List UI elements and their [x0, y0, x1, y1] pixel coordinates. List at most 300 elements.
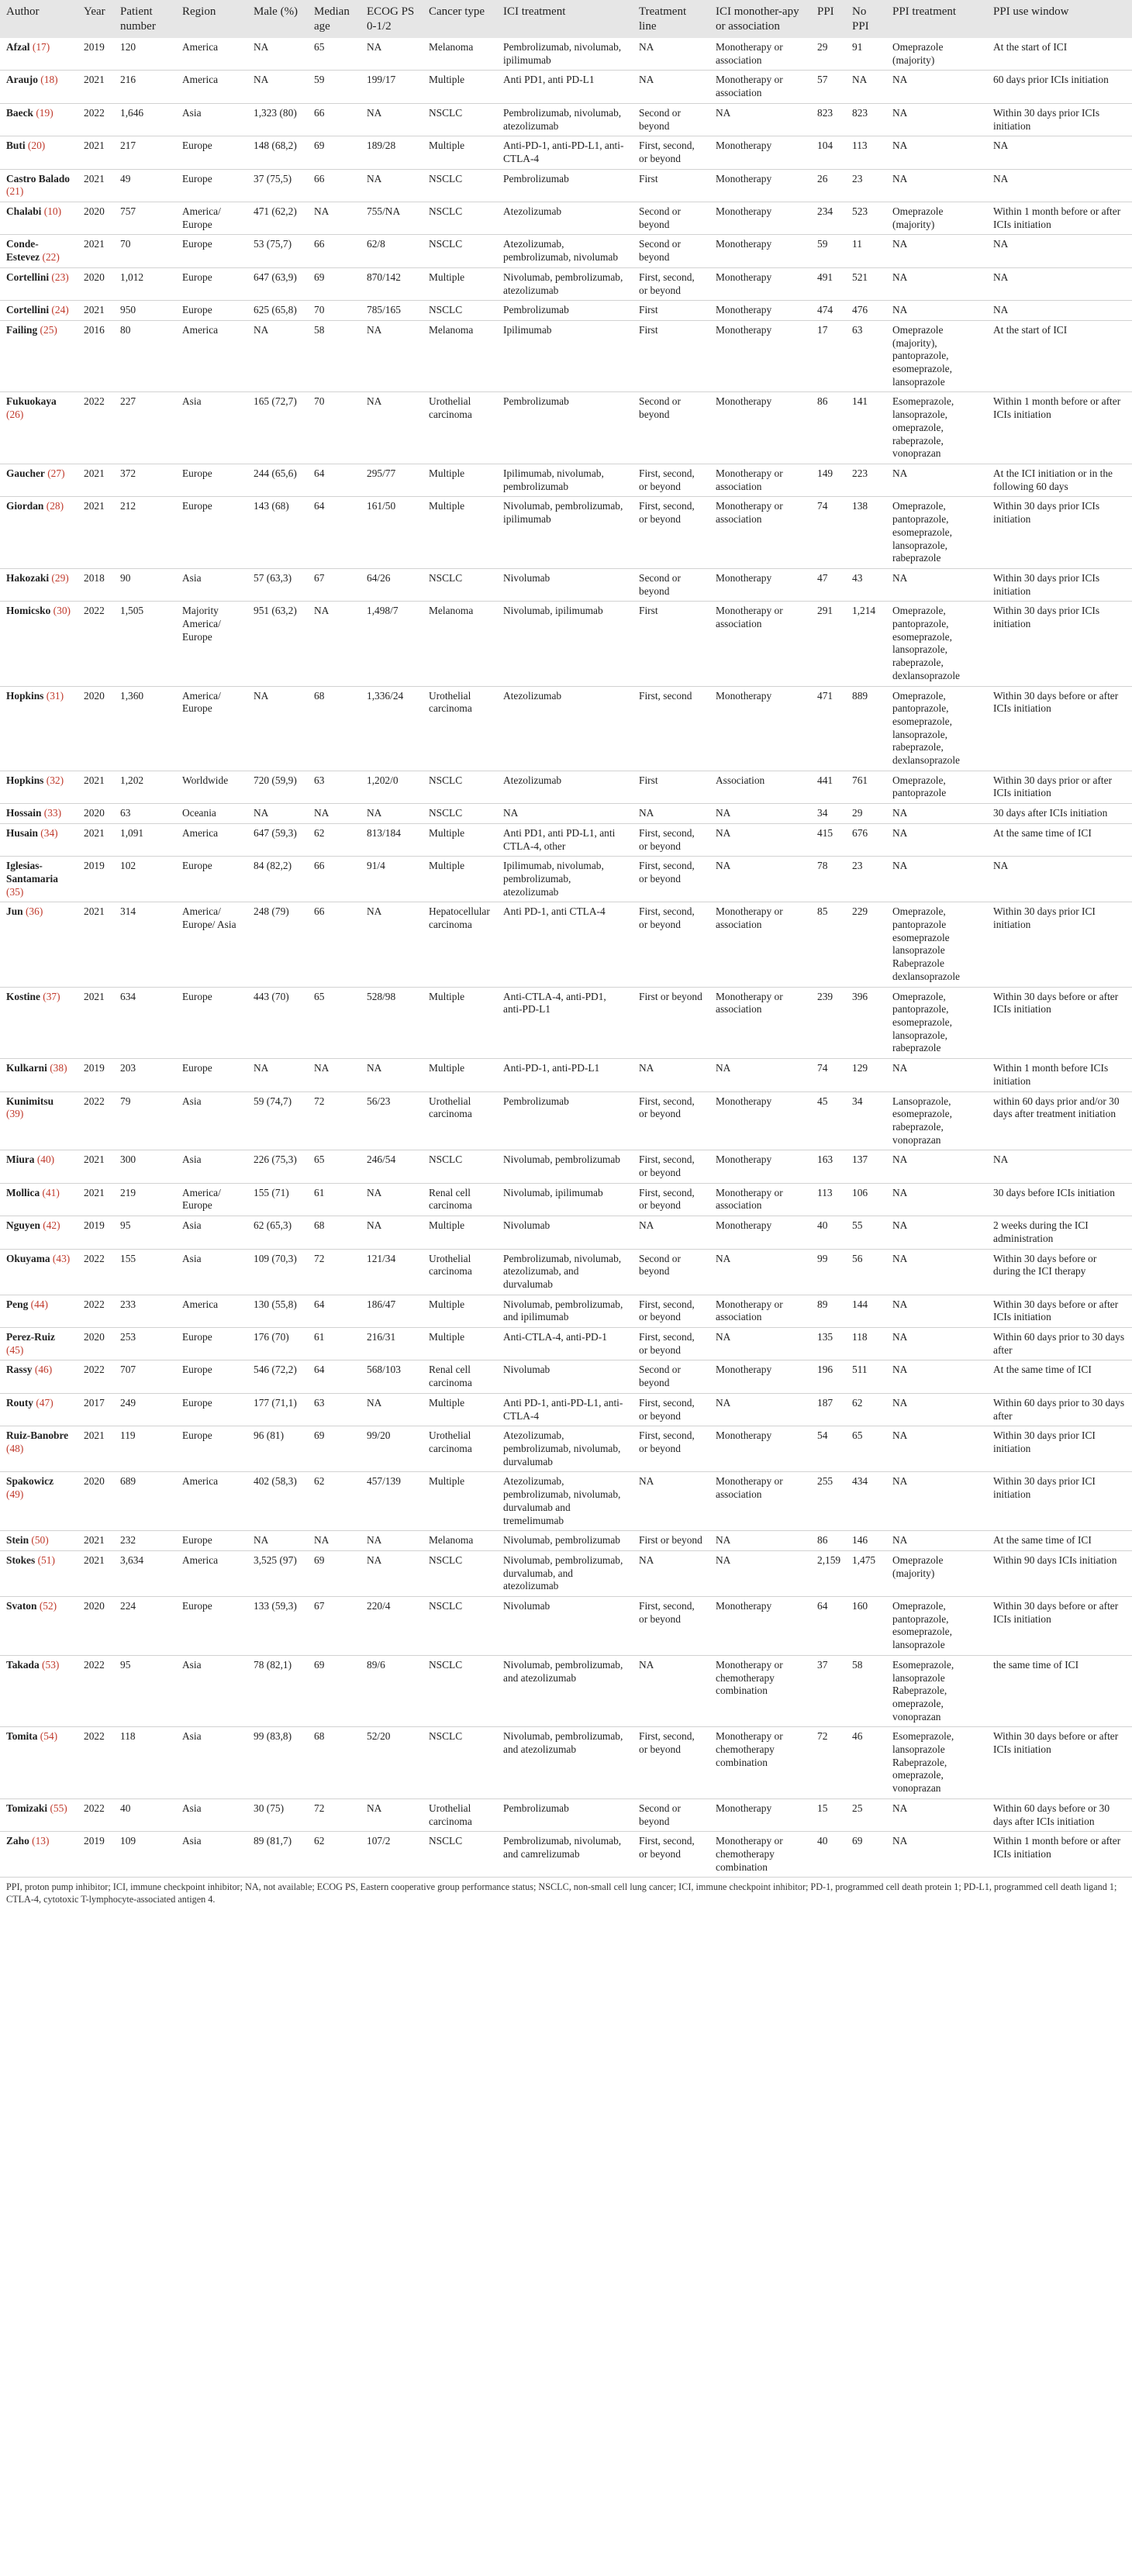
cell-author: Iglesias-Santamaria (35): [6, 860, 58, 898]
reference-link[interactable]: 31: [50, 689, 60, 702]
cell-year: 2019: [84, 860, 105, 872]
cell-patient-number: 216: [120, 74, 136, 86]
cell-cancer-type: Urothelial carcinoma: [429, 1252, 472, 1278]
cell-patient-number: 707: [120, 1364, 136, 1376]
cell-median-age: 66: [314, 172, 325, 184]
cell-ecog-ps: 56/23: [367, 1095, 391, 1107]
cell-patient-number: 950: [120, 304, 136, 316]
cell-male-percent: NA: [254, 1534, 269, 1547]
cell-ici-treatment: Ipilimumab: [503, 323, 552, 336]
cell-male-percent: 59 (74,7): [254, 1095, 292, 1107]
author-name: Afzal: [6, 41, 30, 53]
cell-ppi: 86: [817, 395, 828, 408]
cell-ppi-treatment: NA: [892, 1429, 908, 1442]
cell-ppi-use-window: Within 30 days prior ICI initiation: [993, 905, 1096, 931]
reference-link[interactable]: 33: [47, 807, 58, 819]
cell-ecog-ps: 295/77: [367, 467, 396, 479]
cell-ecog-ps: 870/142: [367, 271, 401, 283]
cell-author: Araujo (18): [6, 74, 58, 86]
reference-link[interactable]: 36: [29, 905, 40, 918]
cell-ici-monotherapy: Monotherapy: [716, 1364, 772, 1376]
cell-ici-monotherapy: Monotherapy or association: [716, 990, 783, 1016]
cell-ppi: 45: [817, 1095, 828, 1107]
cell-year: 2019: [84, 41, 105, 53]
cell-ici-treatment: Pembrolizumab: [503, 172, 569, 184]
cell-ici-treatment: Nivolumab, pembrolizumab, durvalumab, and atezolizumab: [503, 1554, 623, 1592]
cell-median-age: 62: [314, 1475, 325, 1488]
cell-male-percent: NA: [254, 689, 269, 702]
cell-treatment-line: First, second, or beyond: [639, 1095, 695, 1120]
cell-ecog-ps: NA: [367, 1554, 382, 1566]
cell-region: America/ Europe/ Asia: [182, 905, 236, 931]
cell-ppi-treatment: Esomeprazole, lansoprazole Rabeprazole, omeprazole, vonoprazan: [892, 1658, 954, 1723]
reference-link[interactable]: 17: [36, 41, 47, 53]
cell-no-ppi: 106: [852, 1186, 868, 1198]
cell-ppi-use-window: 2 weeks during the ICI administration: [993, 1219, 1089, 1244]
author-name: Hopkins: [6, 774, 44, 786]
cell-ici-monotherapy: Monotherapy: [716, 1429, 772, 1442]
cell-region: America: [182, 1554, 219, 1566]
author-name: Peng: [6, 1298, 29, 1310]
cell-cancer-type: NSCLC: [429, 172, 463, 184]
reference-link[interactable]: 47: [39, 1396, 50, 1409]
cell-patient-number: 118: [120, 1730, 136, 1743]
reference-link[interactable]: 23: [54, 271, 66, 283]
cell-cancer-type: NSCLC: [429, 238, 463, 250]
cell-ppi: 491: [817, 271, 833, 283]
author-name: Buti: [6, 140, 26, 152]
cell-no-ppi: 137: [852, 1154, 868, 1166]
cell-patient-number: 372: [120, 467, 136, 479]
cell-region: America: [182, 826, 219, 839]
cell-no-ppi: 511: [852, 1364, 868, 1376]
cell-region: Europe: [182, 1600, 212, 1612]
cell-no-ppi: 63: [852, 323, 863, 336]
cell-ici-treatment: Anti-CTLA-4, anti-PD-1: [503, 1331, 607, 1343]
cell-cancer-type: NSCLC: [429, 571, 463, 584]
cell-no-ppi: 91: [852, 41, 863, 53]
cell-author: Stein (50): [6, 1534, 49, 1547]
table-row: [0, 235, 1132, 267]
cell-ppi-treatment: NA: [892, 1298, 908, 1310]
cell-ppi-treatment: NA: [892, 1534, 908, 1547]
cell-ecog-ps: NA: [367, 1534, 382, 1547]
cell-cancer-type: Multiple: [429, 140, 465, 152]
cell-ici-monotherapy: NA: [716, 807, 731, 819]
table-row: [0, 902, 1132, 987]
cell-ppi-use-window: Within 60 days prior to 30 days after: [993, 1396, 1125, 1422]
reference-link[interactable]: 48: [9, 1442, 20, 1454]
reference-link[interactable]: 49: [9, 1488, 20, 1501]
cell-ppi-treatment: NA: [892, 304, 908, 316]
cell-male-percent: 130 (55,8): [254, 1298, 297, 1310]
cell-ici-monotherapy: Monotherapy: [716, 1095, 772, 1107]
cell-patient-number: 217: [120, 140, 136, 152]
reference-link[interactable]: 46: [38, 1364, 49, 1376]
cell-ppi-treatment: NA: [892, 271, 908, 283]
cell-ppi: 15: [817, 1802, 828, 1814]
cell-ici-treatment: Nivolumab: [503, 571, 550, 584]
table-row: [0, 320, 1132, 392]
cell-male-percent: 244 (65,6): [254, 467, 297, 479]
cell-region: Europe: [182, 140, 212, 152]
cell-ecog-ps: NA: [367, 1062, 382, 1074]
cell-author: Kostine (37): [6, 990, 60, 1002]
cell-male-percent: 720 (59,9): [254, 774, 297, 786]
cell-region: Europe: [182, 500, 212, 512]
reference-link[interactable]: 27: [50, 467, 62, 479]
cell-ecog-ps: 62/8: [367, 238, 385, 250]
cell-no-ppi: 1,214: [852, 605, 876, 617]
reference-link[interactable]: 38: [53, 1062, 64, 1074]
cell-ppi-treatment: NA: [892, 1252, 908, 1264]
reference-link[interactable]: 55: [53, 1802, 64, 1814]
cell-male-percent: 402 (58,3): [254, 1475, 297, 1488]
cell-ici-treatment: Nivolumab, ipilimumab: [503, 605, 603, 617]
reference-link[interactable]: 39: [9, 1108, 20, 1120]
cell-ici-monotherapy: NA: [716, 1252, 731, 1264]
cell-treatment-line: First: [639, 605, 658, 617]
cell-cancer-type: Multiple: [429, 1219, 465, 1232]
cell-ici-monotherapy: Monotherapy: [716, 1154, 772, 1166]
table-row: [0, 103, 1132, 136]
cell-year: 2021: [84, 1154, 105, 1166]
cell-median-age: 68: [314, 1730, 325, 1743]
author-name: Stokes: [6, 1554, 36, 1566]
cell-author: Hopkins (31): [6, 689, 64, 702]
cell-ecog-ps: 246/54: [367, 1154, 396, 1166]
cell-no-ppi: 118: [852, 1331, 868, 1343]
cell-median-age: 64: [314, 500, 325, 512]
author-name: Rassy: [6, 1364, 33, 1376]
reference-link[interactable]: 43: [56, 1252, 67, 1264]
author-name: Jun: [6, 905, 23, 918]
cell-ppi-use-window: NA: [993, 304, 1009, 316]
cell-ppi-treatment: Omeprazole, pantoprazole, esomeprazole, lansoprazole, rabeprazole: [892, 500, 952, 564]
reference-link[interactable]: 20: [31, 140, 42, 152]
cell-cancer-type: Urothelial carcinoma: [429, 1802, 472, 1827]
cell-patient-number: 109: [120, 1835, 136, 1847]
cell-ppi-treatment: NA: [892, 1396, 908, 1409]
cell-region: Asia: [182, 395, 202, 408]
cell-cancer-type: Multiple: [429, 500, 465, 512]
cell-ppi-use-window: Within 1 month before or after ICIs initiation: [993, 395, 1121, 421]
cell-author: Baeck (19): [6, 106, 53, 119]
cell-no-ppi: 434: [852, 1475, 868, 1488]
cell-patient-number: 249: [120, 1396, 136, 1409]
cell-male-percent: 248 (79): [254, 905, 289, 918]
cell-ecog-ps: 186/47: [367, 1298, 396, 1310]
cell-no-ppi: 138: [852, 500, 868, 512]
table-row: [0, 1832, 1132, 1878]
cell-no-ppi: 523: [852, 205, 868, 218]
cell-ppi: 86: [817, 1534, 828, 1547]
reference-link[interactable]: 35: [9, 885, 20, 898]
cell-ppi: 89: [817, 1298, 828, 1310]
cell-treatment-line: Second or beyond: [639, 205, 681, 230]
cell-year: 2021: [84, 774, 105, 786]
cell-region: Europe: [182, 860, 212, 872]
cell-median-age: 66: [314, 106, 325, 119]
author-name: Kulkarni: [6, 1062, 47, 1074]
reference-link[interactable]: 30: [57, 605, 67, 617]
reference-link[interactable]: 13: [35, 1835, 46, 1847]
reference-link[interactable]: 50: [34, 1534, 46, 1547]
cell-patient-number: 120: [120, 41, 136, 53]
reference-link[interactable]: 42: [46, 1219, 57, 1232]
reference-link[interactable]: 51: [41, 1554, 52, 1566]
column-header-median-age: Median age: [314, 5, 350, 33]
reference-link[interactable]: 25: [43, 323, 54, 336]
reference-link[interactable]: 24: [54, 304, 66, 316]
cell-ppi: 78: [817, 860, 828, 872]
reference-link[interactable]: 53: [45, 1658, 56, 1671]
cell-male-percent: 148 (68,2): [254, 140, 297, 152]
cell-ppi: 471: [817, 689, 833, 702]
cell-author: Routy (47): [6, 1396, 53, 1409]
reference-link[interactable]: 41: [45, 1186, 57, 1198]
cell-patient-number: 757: [120, 205, 136, 218]
cell-ici-monotherapy: NA: [716, 106, 731, 119]
cell-region: Majority America/ Europe: [182, 605, 221, 643]
cell-treatment-line: First, second, or beyond: [639, 1331, 695, 1356]
reference-link[interactable]: 21: [9, 185, 20, 198]
reference-link[interactable]: 19: [39, 106, 50, 119]
cell-author: Ruiz-Banobre (48): [6, 1429, 69, 1454]
cell-region: Europe: [182, 1062, 212, 1074]
cell-ppi-use-window: Within 30 days before or after ICIs initiation: [993, 1730, 1119, 1756]
cell-author: Chalabi (10): [6, 205, 62, 218]
cell-male-percent: 165 (72,7): [254, 395, 297, 408]
cell-ici-monotherapy: Monotherapy: [716, 571, 772, 584]
cell-ppi-use-window: Within 30 days prior ICIs initiation: [993, 571, 1100, 597]
cell-no-ppi: 34: [852, 1095, 863, 1107]
cell-region: Asia: [182, 1095, 202, 1107]
table-row: [0, 1091, 1132, 1150]
cell-ppi-use-window: Within 30 days before or after ICIs initiation: [993, 689, 1119, 715]
author-name: Araujo: [6, 74, 38, 86]
cell-cancer-type: Melanoma: [429, 323, 474, 336]
reference-link[interactable]: 28: [50, 500, 60, 512]
cell-median-age: 58: [314, 323, 325, 336]
cell-treatment-line: NA: [639, 41, 654, 53]
cell-treatment-line: Second or beyond: [639, 571, 681, 597]
table-row: [0, 1426, 1132, 1472]
reference-link[interactable]: 54: [43, 1730, 54, 1743]
cell-median-age: 65: [314, 1154, 325, 1166]
reference-link[interactable]: 45: [9, 1343, 20, 1356]
cell-ppi-use-window: At the start of ICI: [993, 323, 1068, 336]
cell-author: Cortellini (24): [6, 304, 69, 316]
reference-link[interactable]: 37: [46, 990, 57, 1002]
cell-male-percent: 176 (70): [254, 1331, 289, 1343]
cell-ici-treatment: Nivolumab: [503, 1219, 550, 1232]
cell-male-percent: 96 (81): [254, 1429, 285, 1442]
reference-link[interactable]: 10: [47, 205, 58, 218]
cell-ppi: 163: [817, 1154, 833, 1166]
cell-ppi-treatment: Omeprazole, pantoprazole, esomeprazole, lansoprazole, rabeprazole, dexlansoprazole: [892, 605, 960, 681]
table-row: [0, 392, 1132, 464]
author-name: Takada: [6, 1658, 40, 1671]
cell-male-percent: 133 (59,3): [254, 1600, 297, 1612]
cell-median-age: 64: [314, 1364, 325, 1376]
cell-male-percent: 99 (83,8): [254, 1730, 292, 1743]
cell-no-ppi: 62: [852, 1396, 863, 1409]
cell-patient-number: 227: [120, 395, 136, 408]
reference-link[interactable]: 34: [43, 826, 55, 839]
cell-year: 2020: [84, 807, 105, 819]
cell-ppi-treatment: NA: [892, 1062, 908, 1074]
cell-year: 2020: [84, 205, 105, 218]
cell-ppi-treatment: NA: [892, 74, 908, 86]
reference-link[interactable]: 40: [40, 1154, 51, 1166]
cell-cancer-type: Multiple: [429, 990, 465, 1002]
author-name: Tomita: [6, 1730, 38, 1743]
cell-region: Europe: [182, 304, 212, 316]
cell-ici-monotherapy: Monotherapy or association: [716, 41, 783, 66]
cell-author: Hopkins (32): [6, 774, 64, 786]
cell-male-percent: 177 (71,1): [254, 1396, 297, 1409]
cell-ici-monotherapy: Monotherapy or association: [716, 905, 783, 931]
table-row: [0, 1798, 1132, 1831]
cell-no-ppi: NA: [852, 74, 868, 86]
reference-link[interactable]: 52: [43, 1600, 53, 1612]
cell-median-age: 66: [314, 238, 325, 250]
cell-ppi-use-window: Within 1 month before ICIs initiation: [993, 1062, 1109, 1087]
cell-author: Miura (40): [6, 1154, 55, 1166]
cell-male-percent: 53 (75,7): [254, 238, 292, 250]
cell-treatment-line: First, second, or beyond: [639, 860, 695, 885]
cell-patient-number: 90: [120, 571, 131, 584]
cell-treatment-line: First, second, or beyond: [639, 467, 695, 492]
cell-treatment-line: First, second: [639, 689, 692, 702]
reference-link[interactable]: 22: [45, 251, 57, 264]
cell-median-age: 61: [314, 1331, 325, 1343]
cell-male-percent: 62 (65,3): [254, 1219, 292, 1232]
cell-ecog-ps: 1,498/7: [367, 605, 399, 617]
reference-link[interactable]: 18: [43, 74, 55, 86]
cell-ppi-treatment: Omeprazole, pantoprazole, esomeprazole, lansoprazole: [892, 1600, 952, 1651]
cell-region: Europe: [182, 1331, 212, 1343]
cell-median-age: NA: [314, 807, 330, 819]
cell-ppi-treatment: Omeprazole (majority): [892, 41, 944, 66]
author-name: Giordan: [6, 500, 44, 512]
cell-ppi: 74: [817, 1062, 828, 1074]
table-row: [0, 464, 1132, 496]
cell-no-ppi: 23: [852, 860, 863, 872]
cell-year: 2021: [84, 140, 105, 152]
cell-male-percent: 109 (70,3): [254, 1252, 297, 1264]
cell-ecog-ps: NA: [367, 1186, 382, 1198]
cell-year: 2021: [84, 1554, 105, 1566]
author-name: Chalabi: [6, 205, 42, 218]
reference-link[interactable]: 44: [34, 1298, 45, 1310]
author-name: Routy: [6, 1396, 33, 1409]
cell-ppi: 34: [817, 807, 828, 819]
cell-ecog-ps: 89/6: [367, 1658, 385, 1671]
cell-year: 2020: [84, 1331, 105, 1343]
cell-ici-treatment: Pembrolizumab: [503, 395, 569, 408]
cell-year: 2022: [84, 106, 105, 119]
cell-ppi: 239: [817, 990, 833, 1002]
cell-ppi: 29: [817, 41, 828, 53]
cell-treatment-line: First, second, or beyond: [639, 500, 695, 526]
reference-link[interactable]: 32: [50, 774, 60, 786]
cell-no-ppi: 29: [852, 807, 863, 819]
cell-ecog-ps: NA: [367, 905, 382, 918]
cell-author: Rassy (46): [6, 1364, 53, 1376]
cell-male-percent: 1,323 (80): [254, 106, 297, 119]
cell-ici-monotherapy: Monotherapy or chemotherapy combination: [716, 1658, 783, 1697]
cell-ici-treatment: Nivolumab, pembrolizumab, ipilimumab: [503, 500, 623, 526]
cell-ici-monotherapy: NA: [716, 826, 731, 839]
cell-treatment-line: First, second, or beyond: [639, 1154, 695, 1179]
cell-no-ppi: 25: [852, 1802, 863, 1814]
cell-ppi-treatment: NA: [892, 238, 908, 250]
cell-no-ppi: 146: [852, 1534, 868, 1547]
cell-no-ppi: 396: [852, 990, 868, 1002]
cell-treatment-line: Second or beyond: [639, 1802, 681, 1827]
cell-treatment-line: First, second, or beyond: [639, 1186, 695, 1212]
cell-median-age: 72: [314, 1252, 325, 1264]
cell-ici-monotherapy: NA: [716, 1554, 731, 1566]
cell-ppi: 234: [817, 205, 833, 218]
table-footnote: PPI, proton pump inhibitor; ICI, immune checkpoint inhibitor; NA, not available; ECOG PS, Eastern cooperative group performance status; NSCLC, non-small cell lung cancer; ICI, immune checkpoint inhibitor; PD-1, programmed cell death protein 1; PD-L1, programmed cell death ligand 1; CTLA-4, cytotoxic T-lymphocyte-associated antigen 4.: [6, 1881, 1117, 1905]
cell-ici-treatment: Pembrolizumab: [503, 1802, 569, 1814]
cell-ici-monotherapy: Monotherapy: [716, 271, 772, 283]
table-row: [0, 857, 1132, 902]
cell-patient-number: 689: [120, 1475, 136, 1488]
cell-no-ppi: 676: [852, 826, 868, 839]
cell-author: Castro Balado (21): [6, 172, 70, 198]
cell-year: 2019: [84, 1219, 105, 1232]
cell-ppi: 59: [817, 238, 828, 250]
reference-link[interactable]: 26: [9, 409, 20, 421]
cell-patient-number: 3,634: [120, 1554, 144, 1566]
cell-ici-treatment: Nivolumab, pembrolizumab: [503, 1154, 620, 1166]
cell-cancer-type: Multiple: [429, 860, 465, 872]
cell-ecog-ps: NA: [367, 395, 382, 408]
cell-ppi: 2,159: [817, 1554, 841, 1566]
table-row: [0, 169, 1132, 202]
cell-author: Svaton (52): [6, 1600, 57, 1612]
reference-link[interactable]: 29: [54, 571, 66, 584]
cell-year: 2021: [84, 1186, 105, 1198]
cell-male-percent: 89 (81,7): [254, 1835, 292, 1847]
cell-ppi: 72: [817, 1730, 828, 1743]
cell-ppi: 57: [817, 74, 828, 86]
cell-ici-monotherapy: NA: [716, 1331, 731, 1343]
cell-median-age: 65: [314, 990, 325, 1002]
cell-ppi: 26: [817, 172, 828, 184]
cell-treatment-line: First: [639, 323, 658, 336]
cell-ici-treatment: Atezolizumab: [503, 689, 562, 702]
author-name: Miura: [6, 1154, 35, 1166]
cell-patient-number: 232: [120, 1534, 136, 1547]
column-header-author: Author: [6, 5, 40, 18]
cell-ppi-treatment: NA: [892, 1802, 908, 1814]
cell-ici-treatment: Atezolizumab: [503, 774, 562, 786]
cell-ici-monotherapy: Monotherapy: [716, 323, 772, 336]
cell-ppi-treatment: NA: [892, 106, 908, 119]
cell-author: Okuyama (43): [6, 1252, 71, 1264]
cell-ici-monotherapy: Monotherapy: [716, 1802, 772, 1814]
cell-ppi-treatment: Esomeprazole, lansoprazole, omeprazole, rabeprazole, vonoprazan: [892, 395, 954, 460]
cell-patient-number: 203: [120, 1062, 136, 1074]
cell-ppi-use-window: At the same time of ICI: [993, 826, 1092, 839]
column-header-cancer-type: Cancer type: [429, 5, 485, 18]
cell-author: Hossain (33): [6, 807, 62, 819]
